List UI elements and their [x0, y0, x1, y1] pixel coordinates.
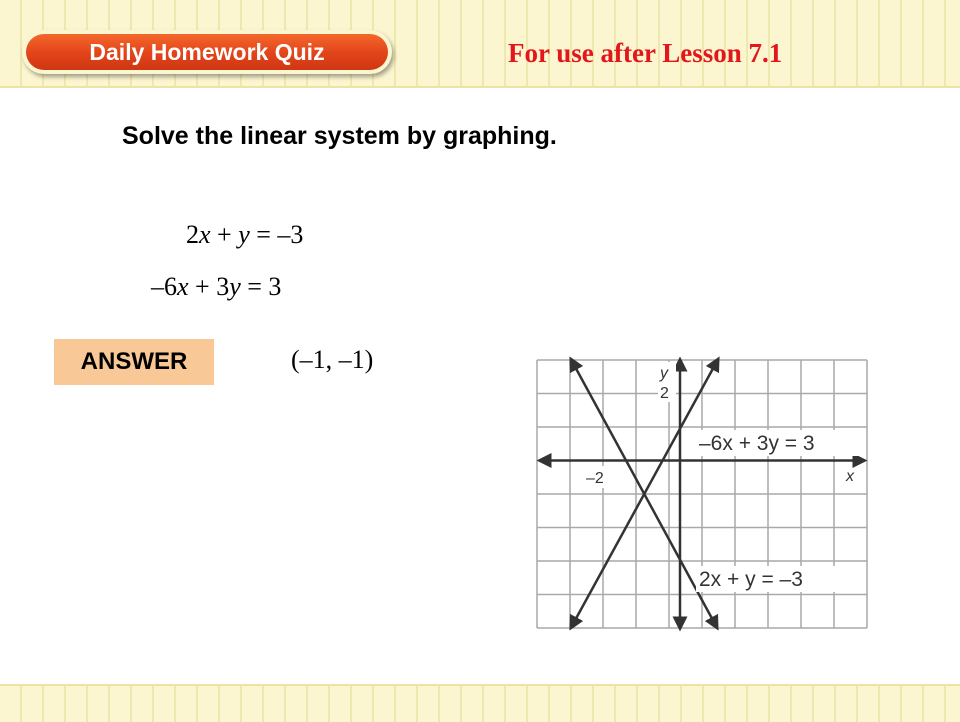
- equation-1: 2x + y = –3: [186, 220, 304, 249]
- equation-2: –6x + 3y = 3: [151, 272, 282, 301]
- solution-graph: [526, 348, 876, 634]
- quiz-title-badge: [22, 30, 392, 74]
- problem-instruction: Solve the linear system by graphing.: [122, 122, 557, 150]
- x-tick-label: –2: [586, 470, 604, 487]
- y-axis-label: y: [660, 365, 668, 382]
- line-label-1: –6x + 3y = 3: [699, 432, 815, 455]
- answer-label: ANSWER: [54, 339, 214, 385]
- footer-band: [0, 684, 960, 722]
- x-axis-label: x: [846, 468, 854, 485]
- y-tick-label: 2: [660, 385, 669, 402]
- quiz-title-label: Daily Homework Quiz: [26, 34, 388, 70]
- lesson-note: For use after Lesson 7.1: [508, 38, 783, 68]
- line-label-2: 2x + y = –3: [699, 568, 803, 591]
- answer-value: (–1, –1): [291, 345, 374, 374]
